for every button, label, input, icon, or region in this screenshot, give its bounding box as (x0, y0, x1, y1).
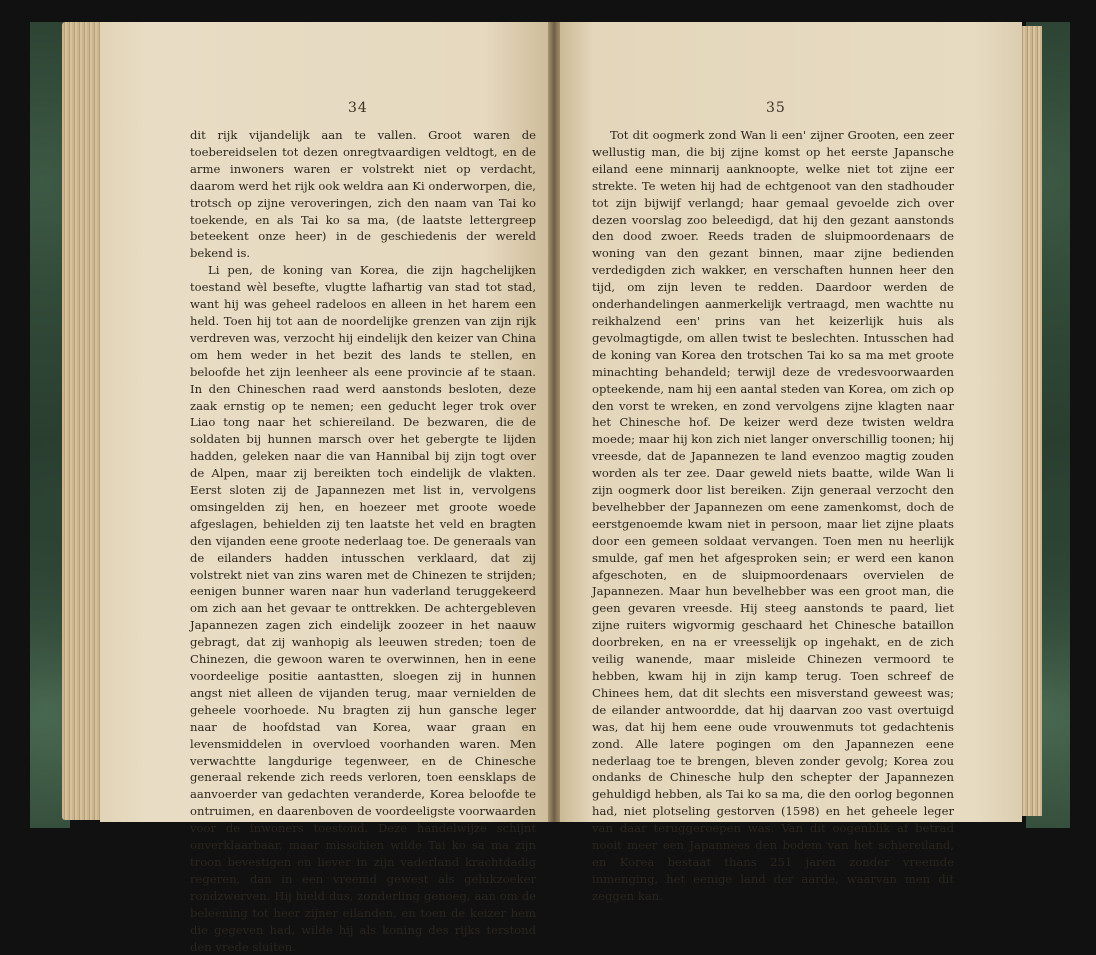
page-number-right: 35 (766, 100, 786, 116)
right-page (556, 22, 1022, 903)
right-page-text (592, 127, 954, 905)
paragraph: Tot dit oogmerk zond Wan li een' zijner Grooten, een zeer wellustig man, die bij zijne komst op het eerste Japansche eiland eene minnarij aanknoopte, welke niet tot zijne eer strekte. Te weten hij had de echtgenoot van den stadhouder tot zijn bijwijf verlangd; haar gemaal gevoelde zich over dezen voorslag zoo beleedigd, dat hij den gezant aanstonds den dood zwoer. Reeds traden de sluipmoordenaars de woning van den gezant binnen, maar zijne bedienden verdedigden zich wakker, en verschaften hunnen heer den tijd, om zijn leven te redden. Daardoor werden de onderhandelingen aanmerkelijk vertraagd, men wachtte nu reikhalzend een' prins van het keizerlijk huis als gevolmagtigde, om allen twist te beslechten. Intusschen had de koning van Korea den trotschen Tai ko sa ma met groote minachting behandeld; terwijl deze de vredesvoorwaarden opteekende, nam hij een aantal steden van Korea, om zich op den vorst te wreken, en zond vervolgens zijne klagten naar het Chinesche hof. De keizer werd deze twisten weldra moede; maar hij kon zich niet langer onverschillig toonen; hij vreesde, dat de Japannezen te land evenzoo magtig zouden worden als ter zee. Daar geweld niets baatte, wilde Wan li zijn oogmerk door list bereiken. Zijn generaal verzocht den bevelhebber der Japannezen om eene zamenkomst, doch de eerstgenoemde kwam niet in persoon, maar liet zijne plaats door een gemeen soldaat vervangen. Toen men nu heerlijk smulde, gaf men het afgesproken sein; er werd een kanon afgeschoten, en de sluipmoordenaars overvielen de Japannezen. Maar hun bevelhebber was een groot man, die geen gevaren vreesde. Hij steeg aanstonds te paard, liet zijne ruiters wigvormig geschaard het Chinesche bataillon doorbreken, en na er vreesselijk op ingehakt, en de zich veilig wanende, maar misleide Chinezen vermoord te hebben, kwam hij in zijn kamp terug. Toen schreef de Chinees hem, dat dit slechts een misverstand geweest was; de eilander antwoordde, dat hij daarvan zoo vast overtuigd was, dat hij hem eene oude vrouwenmuts tot gedachtenis zond. Alle latere pogingen om den Japannezen eene nederlaag toe te brengen, bleven zonder gevolg; Korea zou ondanks de Chinesche hulp den schepter der Japannezen gehuldigd hebben, als Tai ko sa ma, die den oorlog begonnen had, niet plotseling gestorven (1598) en het geheele leger van daar teruggeroepen was. Van dit oogenblik af betrad nooit meer een Japannees den bodem van het schiereiland, en Korea bestaat thans 251 jaren zonder vreemde inmenging, het eenige land der aarde, waarvan men dit zeggen kan. (592, 128, 954, 903)
page-number-left: 34 (348, 100, 368, 116)
paragraph: Li pen, de koning van Korea, die zijn hagchelijken toestand wèl besefte, vlugtte lafhartig van stad tot stad, want hij was geheel radeloos en alleen in het harem een held. Toen hij tot aan de noordelijke grenzen van zijn rijk verdreven was, verzocht hij eindelijk den keizer van China om hem weder in het bezit des lands te stellen, en beloofde het zijn leenheer als eene provincie af te staan. In den Chineschen raad werd aanstonds besloten, deze zaak ernstig op te nemen; een geducht leger trok over Liao tong naar het schiereiland. De bezwaren, die de soldaten bij hunnen marsch over het gebergte te lijden hadden, geleken naar die van Hannibal bij zijn togt over de Alpen, maar zij bereikten toch eindelijk de vlakten. Eerst sloten zij de Japannezen met list in, vervolgens omsingelden zij hen, en hoezeer met groote woede afgeslagen, behielden zij ten laatste het veld en bragten den vijanden eene groote nederlaag toe. De generaals van de eilanders hadden intusschen verklaard, dat zij volstrekt niet van zins waren met de Chinezen te strijden; eenigen bunner waren naar hun vaderland teruggekeerd om zich aan het gevaar te onttrekken. De achtergebleven Japannezen zagen zich eindelijk zoozeer in het naauw gebragt, dat zij wanhopig als leeuwen streden; toen de Chinezen, die gewoon waren te overwinnen, hen in eene voordeelige positie aantastten, sloegen zij in hunnen angst niet alleen de vijanden terug, maar vernielden de geheele voorhoede. Nu bragten zij hun gansche leger naar de hoofdstad van Korea, waar graan en levensmiddelen in overvloed voorhanden waren. Men verwachtte langdurige tegenweer, en de Chinesche generaal rekende zich reeds verloren, toen eensklaps de aanvoerder van gedachten veranderde, Korea beloofde te ontruimen, en daarenboven de voordeeligste voorwaarden voor de inwoners toestond. Deze handelwijze schijnt onverklaarbaar, maar misschien wilde Tai ko sa ma zijn troon bevestigen en liever in zijn vaderland krachtdadig regeren, dan in een vreemd gewest als gelukzoeker rondzwerven. Hij hield dus, zonderling genoeg, aan om de beleening tot heer zijner eilanden, en toen de keizer hem die gegeven had, wilde hij als koning des rijks terstond den vrede sluiten. (190, 263, 536, 954)
paragraph: dit rijk vijandelijk aan te vallen. Groot waren de toebereidselen tot dezen onregtvaardigen veldtogt, en de arme inwoners waren er volstrekt niet op verdacht, daarom werd het rijk ook weldra aan Ki onderworpen, die, trotsch op zijne veroveringen, zich den naam van Tai ko toekende, en als Tai ko sa ma, (de laatste lettergreep beteekent onze heer) in de geschiedenis der wereld bekend is. (190, 128, 536, 261)
left-page-text (190, 127, 536, 955)
book-gutter (548, 22, 560, 822)
left-page (100, 22, 552, 954)
page-edges-left (62, 22, 102, 820)
page-edges-right (1020, 26, 1042, 816)
